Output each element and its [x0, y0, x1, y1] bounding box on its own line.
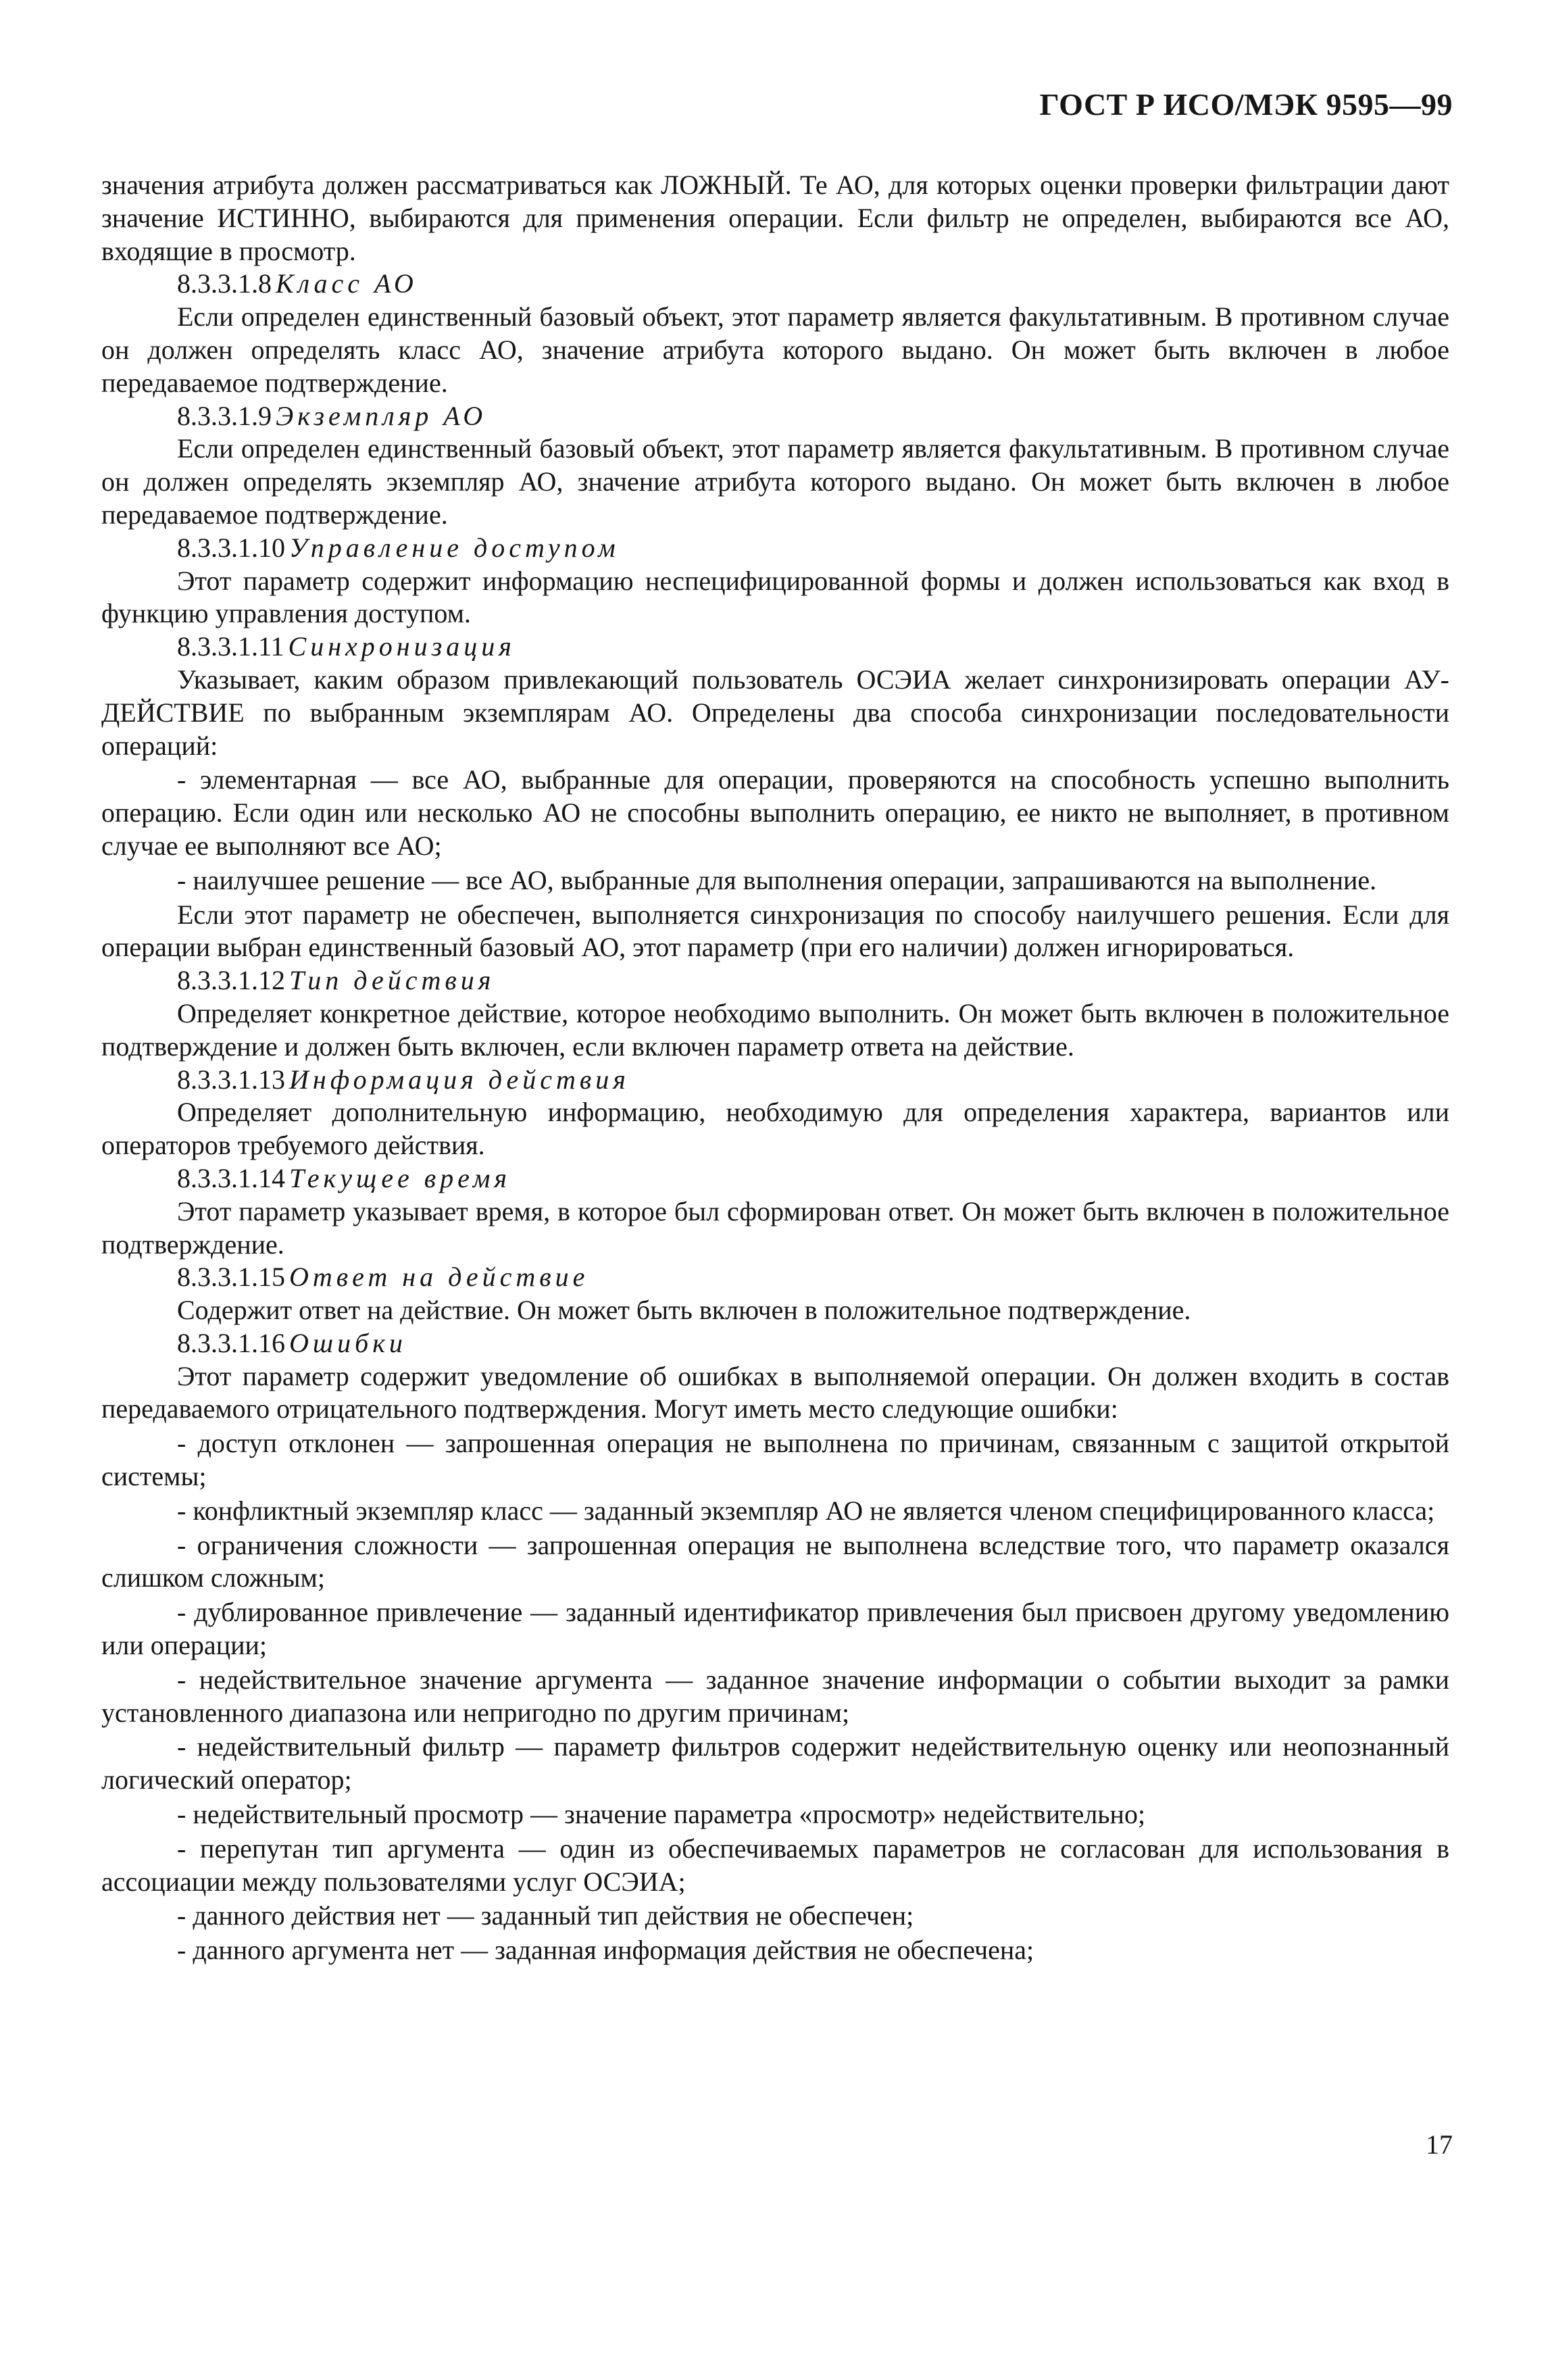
section-title: Управление доступом: [289, 532, 620, 563]
paragraph: Определяет конкретное действие, которое необходимо выполнить. Он может быть включен в положительное подтверждение и должен быть включен, если включен параметр ответа на действие.: [101, 997, 1449, 1062]
section-heading: [101, 1261, 1449, 1294]
section-heading: [101, 1162, 1449, 1195]
section-heading: [101, 532, 1449, 565]
section-number: 8.3.3.1.13: [177, 1064, 285, 1095]
section-heading: [101, 400, 1449, 433]
section-number: 8.3.3.1.9: [177, 400, 272, 431]
paragraph: Если определен единственный базовый объект, этот параметр является факультативным. В противном случае он должен определять класс АО, значение атрибута которого выдано. Он может быть включен в любое передаваемое подтверждение.: [101, 301, 1449, 398]
section-title: Ответ на действие: [289, 1262, 589, 1293]
list-item: - перепутан тип аргумента — один из обеспечиваемых параметров не согласован для использования в ассоциации между пользователями услуг ОСЭИА;: [101, 1833, 1449, 1897]
list-item: - элементарная — все АО, выбранные для операции, проверяются на способность успешно выполнить операцию. Если один или несколько АО не способны выполнить операцию, ее никто не выполняет, в противном случае ее выполняют все АО;: [101, 764, 1449, 861]
list-item: - недействительный фильтр — параметр фильтров содержит недействительную оценку или неопознанный логический оператор;: [101, 1731, 1449, 1795]
document-header: ГОСТ Р ИСО/МЭК 9595—99: [1039, 87, 1453, 122]
list-item: - доступ отклонен — запрошенная операция не выполнена по причинам, связанным с защитой открытой системы;: [101, 1428, 1449, 1492]
section-title: Класс АО: [276, 268, 418, 299]
section-title: Информация действия: [289, 1064, 630, 1095]
section-number: 8.3.3.1.10: [177, 532, 285, 563]
section-heading: [101, 964, 1449, 997]
list-item: - недействительное значение аргумента — заданное значение информации о событии выходит за рамки установленного диапазона или непригодно по другим причинам;: [101, 1664, 1449, 1728]
section-number: 8.3.3.1.15: [177, 1262, 285, 1293]
page-number: 17: [1426, 2129, 1453, 2160]
paragraph: Этот параметр указывает время, в которое был сформирован ответ. Он может быть включен в положительное подтверждение.: [101, 1195, 1449, 1260]
section-heading: [101, 1064, 1449, 1097]
section-heading: [101, 630, 1449, 664]
section-title: Текущее время: [289, 1162, 511, 1193]
section-number: 8.3.3.1.12: [177, 965, 285, 996]
list-item: - ограничения сложности — запрошенная операция не выполнена вследствие того, что параметр оказался слишком сложным;: [101, 1529, 1449, 1593]
paragraph: значения атрибута должен рассматриваться как ЛОЖНЫЙ. Те АО, для которых оценки проверки фильтрации дают значение ИСТИННО, выбираются для применения операции. Если фильтр не определен, выбираются все АО, входящие в просмотр.: [101, 170, 1449, 266]
section-number: 8.3.3.1.14: [177, 1162, 285, 1193]
list-item: - конфликтный экземпляр класс — заданный экземпляр АО не является членом специфицированного класса;: [177, 1495, 1435, 1526]
list-item: - данного аргумента нет — заданная информация действия не обеспечена;: [177, 1935, 1034, 1966]
list-item: - дублированное привлечение — заданный идентификатор привлечения был присвоен другому уведомлению или операции;: [101, 1597, 1449, 1661]
section-title: Синхронизация: [288, 631, 516, 662]
paragraph: Содержит ответ на действие. Он может быть включен в положительное подтверждение.: [177, 1295, 1191, 1326]
paragraph: Указывает, каким образом привлекающий пользователь ОСЭИА желает синхронизировать операции АУ-ДЕЙСТВИЕ по выбранным экземплярам АО. Определены два способа синхронизации последовательности операций:: [101, 664, 1449, 761]
paragraph: Если определен единственный базовый объект, этот параметр является факультативным. В противном случае он должен определять экземпляр АО, значение атрибута которого выдано. Он может быть включен в любое передаваемое подтверждение.: [101, 433, 1449, 530]
list-item: - недействительный просмотр — значение параметра «просмотр» недействительно;: [177, 1799, 1146, 1830]
list-item: - данного действия нет — заданный тип действия не обеспечен;: [177, 1900, 914, 1931]
section-number: 8.3.3.1.16: [177, 1327, 285, 1358]
document-body: [101, 169, 1449, 1967]
section-number: 8.3.3.1.8: [177, 268, 272, 299]
section-title: Тип действия: [289, 965, 495, 996]
paragraph: Этот параметр содержит информацию неспецифицированной формы и должен использоваться как вход в функцию управления доступом.: [101, 565, 1449, 629]
list-item: - наилучшее решение — все АО, выбранные для выполнения операции, запрашиваются на выполнение.: [177, 864, 1377, 895]
section-title: Экземпляр АО: [276, 400, 487, 431]
paragraph: Если этот параметр не обеспечен, выполняется синхронизация по способу наилучшего решения. Если для операции выбран единственный базовый АО, этот параметр (при его наличии) должен игнорироваться.: [101, 899, 1449, 963]
section-heading: [101, 1327, 1449, 1360]
section-heading: [101, 268, 1449, 301]
section-number: 8.3.3.1.11: [177, 631, 284, 662]
paragraph: Этот параметр содержит уведомление об ошибках в выполняемой операции. Он должен входить в состав передаваемого отрицательного подтверждения. Могут иметь место следующие ошибки:: [101, 1360, 1449, 1424]
section-title: Ошибки: [289, 1327, 407, 1358]
paragraph: Определяет дополнительную информацию, необходимую для определения характера, вариантов или операторов требуемого действия.: [101, 1097, 1449, 1161]
